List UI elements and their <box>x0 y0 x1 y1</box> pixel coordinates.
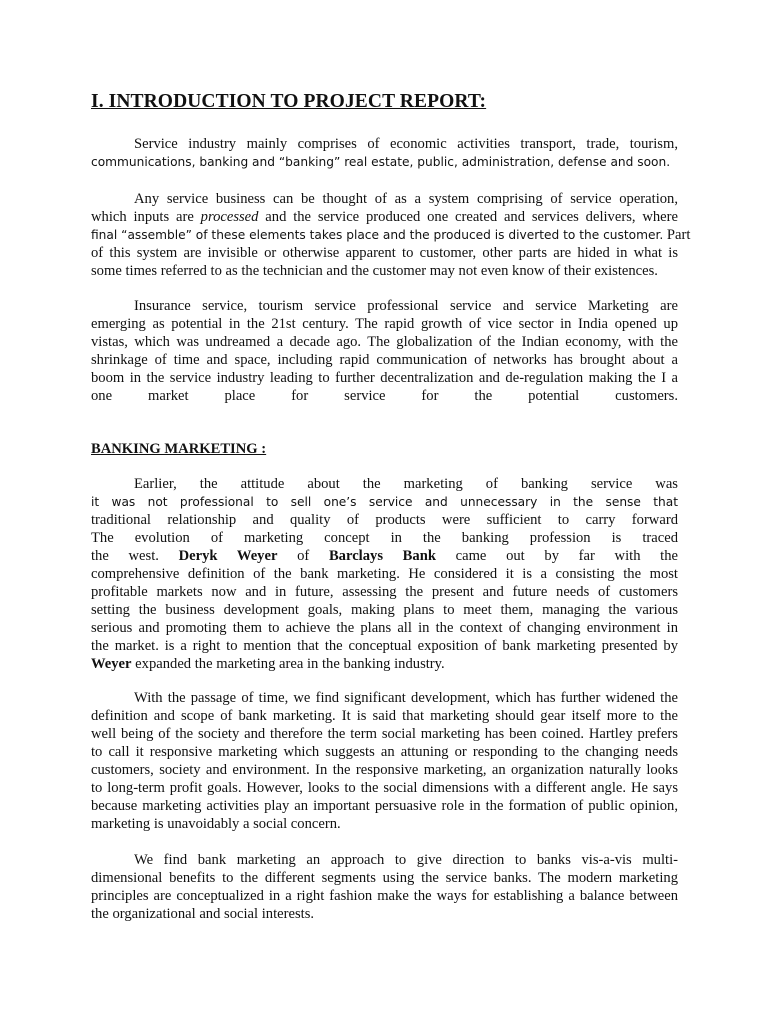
text-line: shrinkage of time and space, including rapid communication of networks has brought about a <box>91 352 678 368</box>
text-line: some times referred to as the technician and the customer may not even know of their existences. <box>91 263 658 279</box>
text-line: setting the business development goals, making plans to meet them, managing the various <box>91 602 678 618</box>
text-line: it was not professional to sell one’s service and unnecessary in the sense that <box>91 495 678 509</box>
text-line: marketing is unavoidably a social concern. <box>91 816 341 832</box>
text-line: communications, banking and “banking” real estate, public, administration, defense and soon. <box>91 155 671 169</box>
text-line: principles are conceptualized in a right fashion make the ways for establishing a balance between <box>91 888 678 904</box>
text-line: the market. is a right to mention that the conceptual exposition of bank marketing presented by <box>91 638 678 654</box>
text-line: With the passage of time, we find significant development, which has further widened the <box>134 690 678 706</box>
text-line: final “assemble” of these elements takes place and the produced is diverted to the customer. Part <box>91 227 691 243</box>
text-line: to call it responsive marketing which suggests an attuning or responding to the changing needs <box>91 744 678 760</box>
text-line: serious and promoting them to achieve the plans all in the context of changing environment in <box>91 620 678 636</box>
text-line: Insurance service, tourism service professional service and service Marketing are <box>134 298 678 314</box>
paragraph-bank-marketing-approach <box>91 851 678 923</box>
text-line: definition and scope of bank marketing. It is said that marketing should gear itself more to the <box>91 708 678 724</box>
text-line: Service industry mainly comprises of economic activities transport, trade, tourism, <box>134 136 678 152</box>
name-barclays-bank: Barclays Bank <box>328 548 436 564</box>
text-line: the organizational and social interests. <box>91 906 315 922</box>
text-line: We find bank marketing an approach to give direction to banks vis-a-vis multi- <box>134 852 678 868</box>
emphasis-processed: processed <box>200 209 259 225</box>
text-line: vistas, which was undreamed a decade ago. The globalization of the Indian economy, with the <box>91 334 678 350</box>
text-line: The evolution of marketing concept in the banking profession is traced <box>91 530 678 546</box>
name-deryk-weyer: Deryk Weyer <box>178 548 278 564</box>
text-line: of this system are invisible or otherwise apparent to customer, other parts are hided in what is <box>91 245 678 261</box>
text-line: the west. Deryk Weyer of Barclays Bank came out by far with the <box>91 548 679 564</box>
text-line: traditional relationship and quality of products were sufficient to carry forward <box>91 512 678 528</box>
paragraph-insurance-service <box>91 297 678 405</box>
section-heading-banking-marketing: BANKING MARKETING : <box>91 441 267 457</box>
name-weyer: Weyer <box>91 656 132 672</box>
text-line: profitable markets now and in future, assessing the present and future needs of customers <box>91 584 678 600</box>
text-line: because marketing activities play an important persuasive role in the formation of public opinion, <box>91 798 678 814</box>
text-line: which inputs are processed and the service produced one created and services delivers, where <box>91 209 678 225</box>
report-heading: I. INTRODUCTION TO PROJECT REPORT: <box>91 91 487 112</box>
text-line: dimensional benefits to the different segments using the service banks. The modern marketing <box>91 870 678 886</box>
text-line: boom in the service industry leading to further decentralization and de-regulation making the I a <box>91 370 678 386</box>
text-line: well being of the society and therefore the term social marketing has been coined. Hartley prefers <box>91 726 678 742</box>
text-line: to long-term profit goals. However, looks to the social dimensions with a different angle. He says <box>91 780 678 796</box>
text-line: comprehensive definition of the bank marketing. He considered it is a consisting the most <box>91 566 678 582</box>
paragraph-passage-of-time <box>91 689 678 833</box>
paragraph-banking-marketing <box>91 475 678 673</box>
text-line: Weyer expanded the marketing area in the banking industry. <box>91 656 445 672</box>
text-line: emerging as potential in the 21st century. The rapid growth of vice sector in India opened up <box>91 316 678 332</box>
text-line: Any service business can be thought of as a system comprising of service operation, <box>134 191 678 207</box>
text-line: Earlier, the attitude about the marketing of banking service was <box>134 476 678 492</box>
text-line: one market place for service for the potential customers. <box>91 388 678 404</box>
paragraph-service-industry <box>91 135 678 171</box>
text-line: customers, society and environment. In the responsive marketing, an organization naturally looks <box>91 762 678 778</box>
paragraph-service-business <box>91 190 691 280</box>
